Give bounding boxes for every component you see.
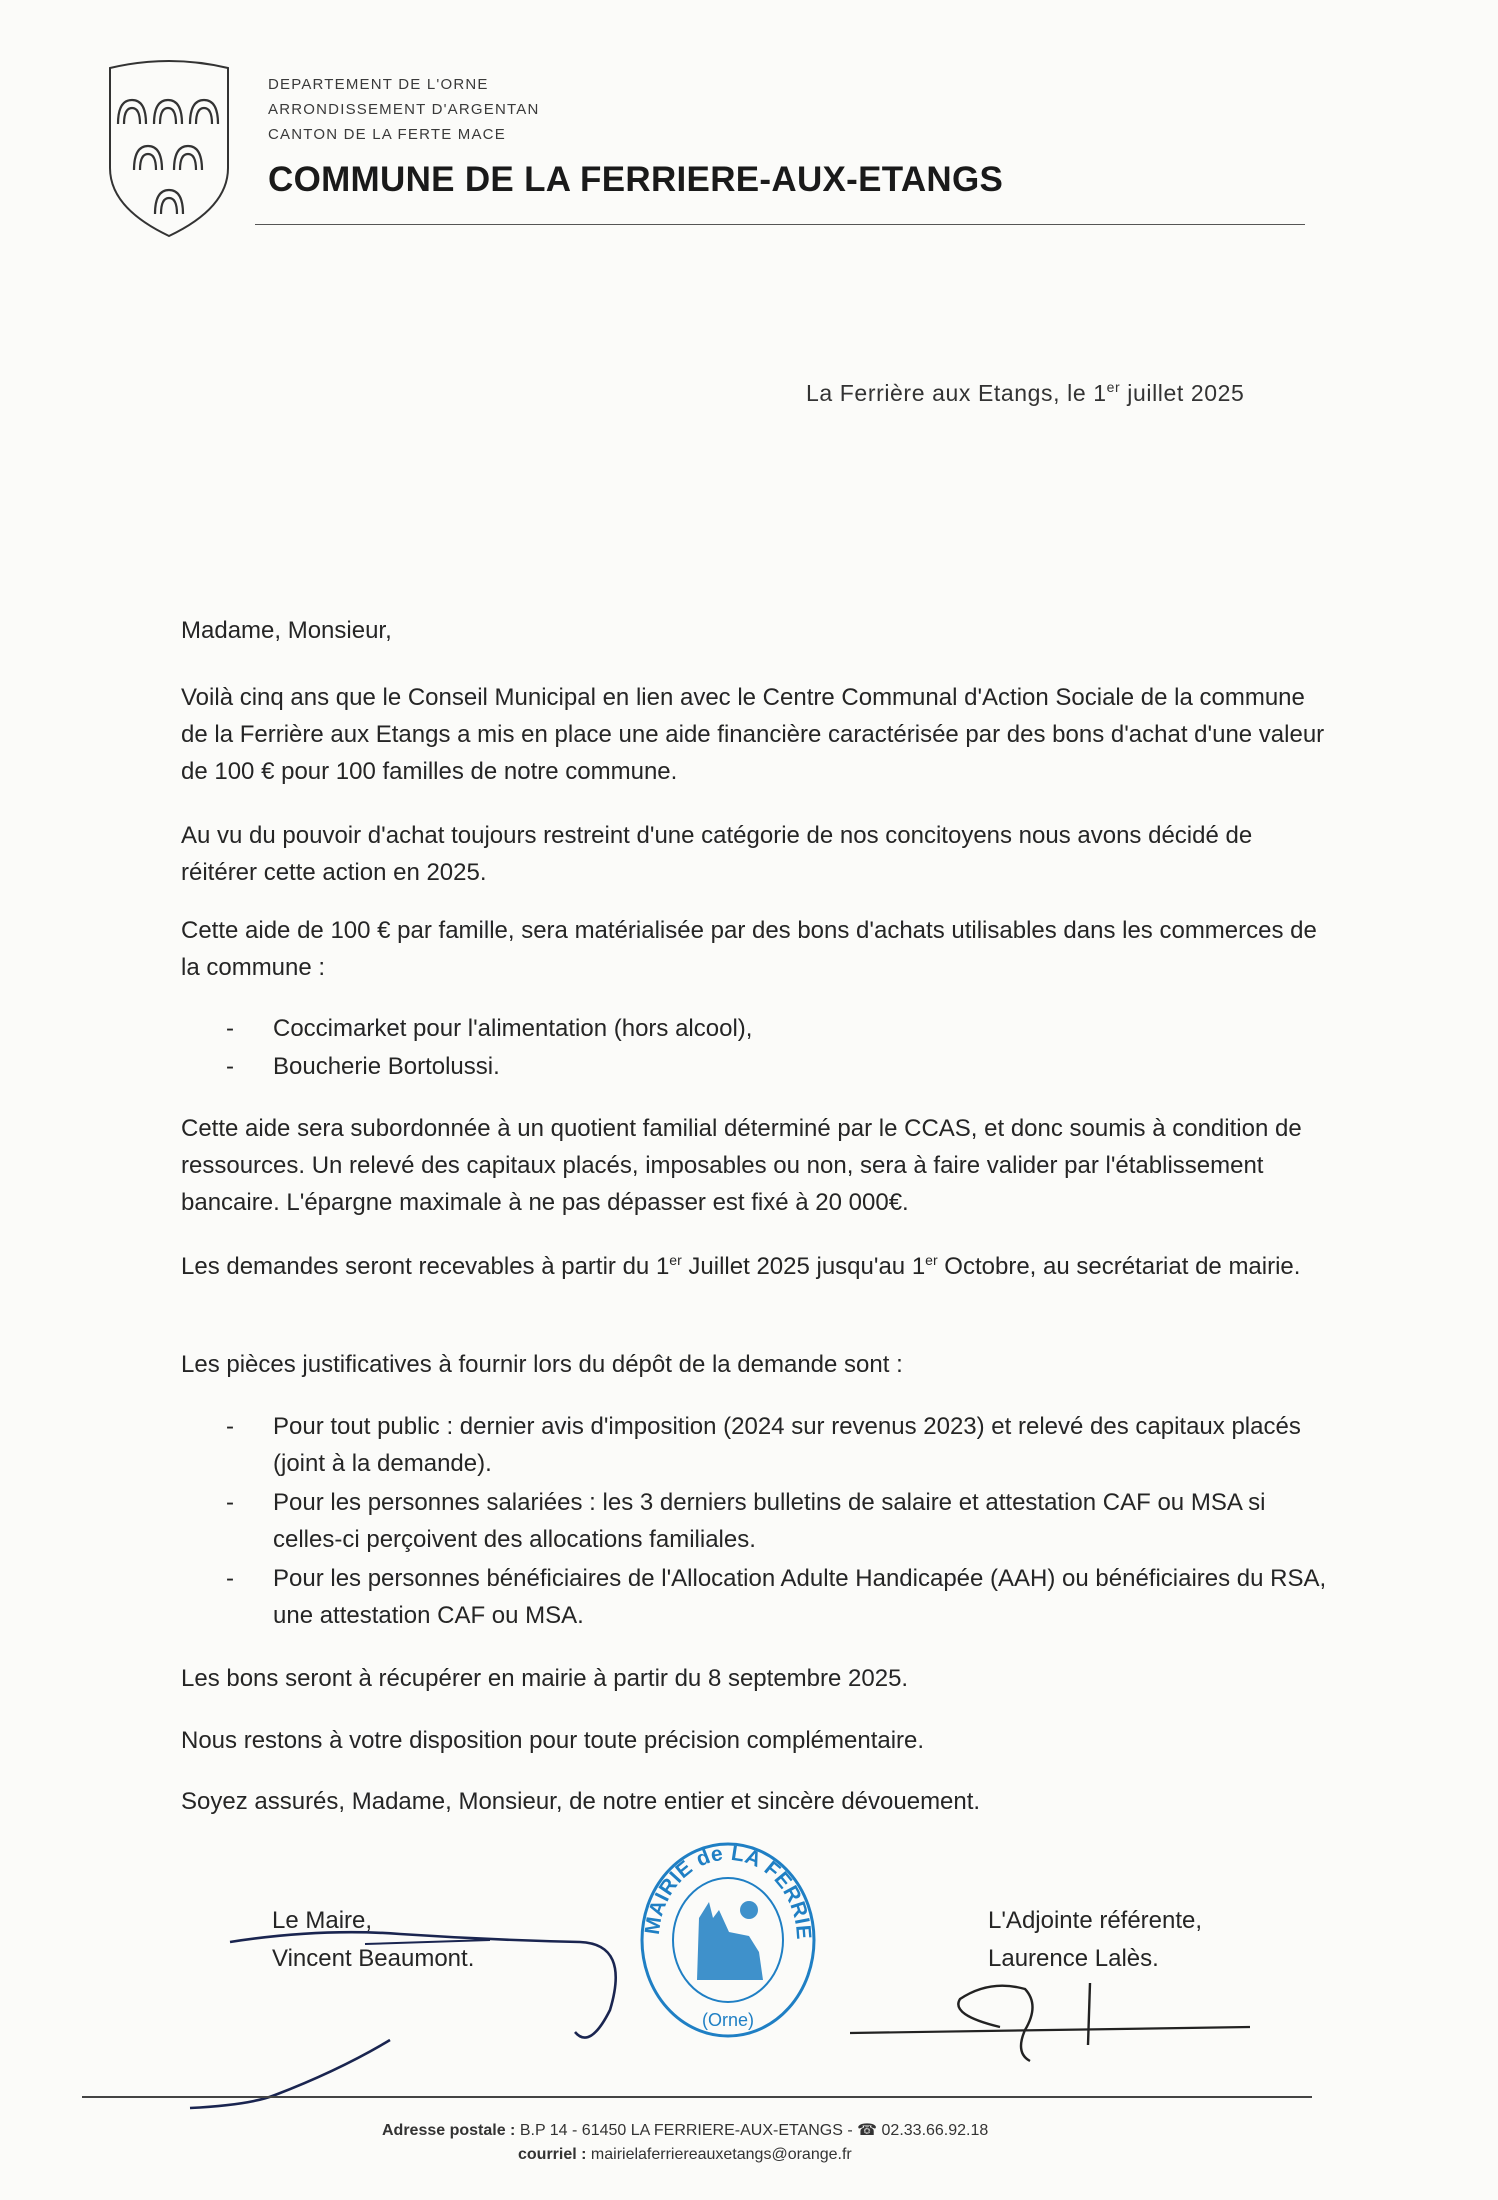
deputy-name: Laurence Lalès. [988, 1945, 1159, 1972]
deputy-title: L'Adjointe référente, [988, 1907, 1203, 1934]
paragraph-documents-intro: Les pièces justificatives à fournir lors du dépôt de la demande sont : [181, 1351, 903, 1378]
salutation: Madame, Monsieur, [181, 617, 392, 644]
canton-line: CANTON DE LA FERTE MACE [268, 126, 506, 143]
commune-title: COMMUNE DE LA FERRIERE-AUX-ETANGS [268, 160, 1004, 199]
list-item-shop: - Coccimarket pour l'alimentation (hors alcool), [226, 1015, 753, 1042]
list-item-document: - Pour les personnes salariées : les 3 derniers bulletins de salaire et attestation CAF ou MSA si celles-ci perçoivent des allocations familiales. [226, 1489, 1266, 1553]
list-item-shop: - Boucherie Bortolussi. [226, 1053, 500, 1080]
footer-email: courriel : mairielaferriereauxetangs@orange.fr [518, 2146, 852, 2163]
paragraph-dates: Les demandes seront recevables à partir du 1er Juillet 2025 jusqu'au 1er Octobre, au secrétariat de mairie. [181, 1252, 1301, 1280]
header-divider [255, 224, 1305, 225]
svg-text:(Orne): (Orne) [701, 2010, 755, 2030]
deputy-signature [850, 1975, 1270, 2065]
paragraph-pickup: Les bons seront à récupérer en mairie à partir du 8 septembre 2025. [181, 1665, 909, 1692]
footer-address: Adresse postale : B.P 14 - 61450 LA FERRIERE-AUX-ETANGS - ☎ 02.33.66.92.18 [382, 2122, 989, 2139]
paragraph-intro: Voilà cinq ans que le Conseil Municipal en lien avec le Centre Communal d'Action Sociale de la commune de la Ferrière aux Etangs a mis en place une aide financière caractérisée par des bons d'achat d'une valeur de 100 € pour 100 familles de notre commune. [181, 684, 1325, 785]
paragraph-availability: Nous restons à votre disposition pour toute précision complémentaire. [181, 1727, 925, 1754]
footer-divider [82, 2096, 1312, 2098]
phone-icon: ☎ [857, 2122, 878, 2139]
paragraph-conditions: Cette aide sera subordonnée à un quotient familial déterminé par le CCAS, et donc soumis à condition de ressources. Un relevé des capitaux placés, imposables ou non, sera à faire valider par l'établissement bancaire. L'épargne maximale à ne pas dépasser est fixé à 20 000€. [181, 1115, 1302, 1216]
mairie-stamp [637, 1840, 819, 2040]
arrondissement-line: ARRONDISSEMENT D'ARGENTAN [268, 101, 540, 118]
commune-crest-icon [104, 58, 234, 240]
mayor-title: Le Maire, [272, 1907, 373, 1934]
dateline: La Ferrière aux Etangs, le 1er juillet 2025 [806, 379, 1245, 406]
svg-text:MAIRIE de LA FERRIERE-AUX-ETAN: MAIRIE de LA FERRIE [640, 1841, 816, 1941]
paragraph-reiterate: Au vu du pouvoir d'achat toujours restreint d'une catégorie de nos concitoyens nous avons décidé de réitérer cette action en 2025. [181, 822, 1253, 886]
mayor-name: Vincent Beaumont. [272, 1945, 475, 1972]
list-item-document: - Pour tout public : dernier avis d'imposition (2024 sur revenus 2023) et relevé des capitaux placés (joint à la demande). [226, 1413, 1301, 1477]
paragraph-closing: Soyez assurés, Madame, Monsieur, de notre entier et sincère dévouement. [181, 1788, 981, 1815]
department-line: DEPARTEMENT DE L'ORNE [268, 76, 489, 93]
list-item-document: - Pour les personnes bénéficiaires de l'Allocation Adulte Handicapée (AAH) ou bénéficiaires du RSA, une attestation CAF ou MSA. [226, 1565, 1327, 1629]
mayor-signature [170, 1900, 650, 2110]
paragraph-aid: Cette aide de 100 € par famille, sera matérialisée par des bons d'achats utilisables dans les commerces de la commune : [181, 917, 1317, 981]
